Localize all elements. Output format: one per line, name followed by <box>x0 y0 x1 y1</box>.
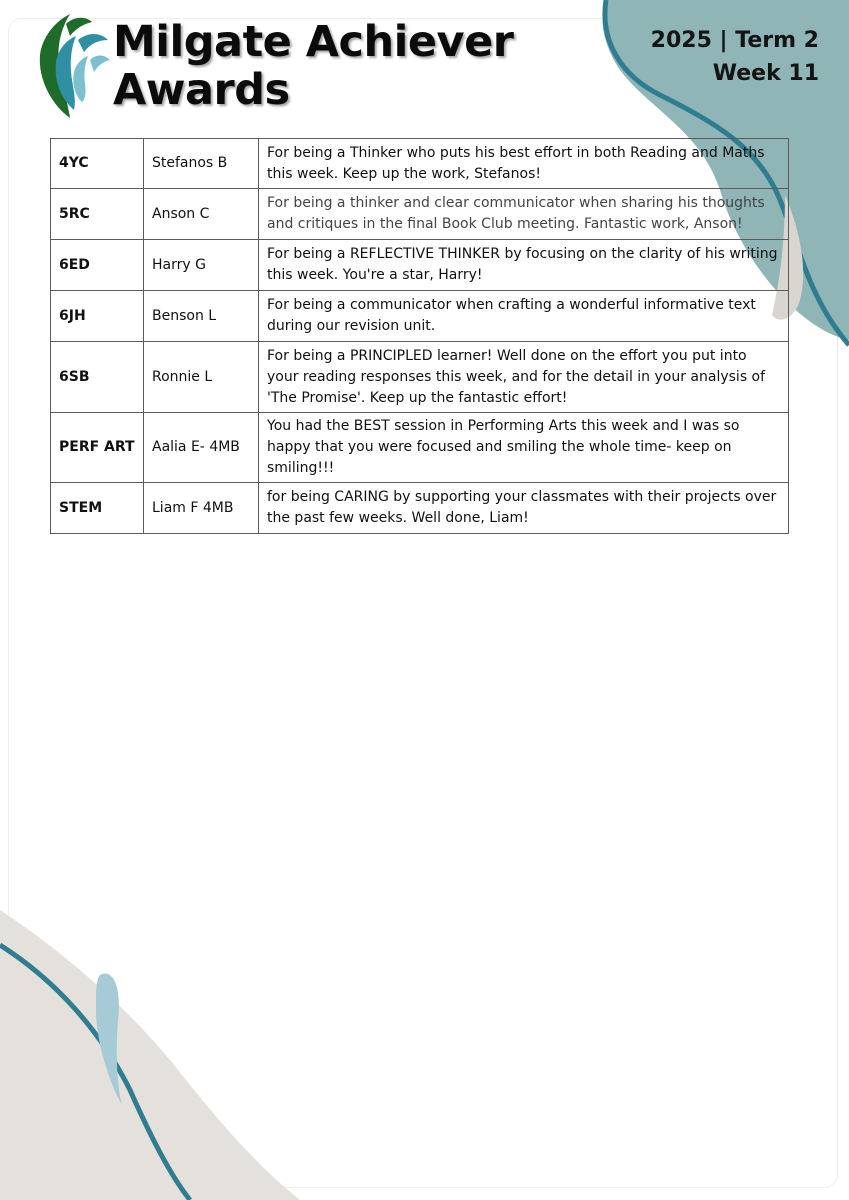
table-row <box>51 189 789 240</box>
title-line-2: Awards <box>113 65 290 115</box>
student-cell: Aalia E- 4MB <box>144 413 259 483</box>
table-row <box>51 139 789 189</box>
table-row <box>51 483 789 534</box>
class-cell: 6JH <box>51 291 144 342</box>
page-title <box>113 18 513 114</box>
table-row <box>51 291 789 342</box>
class-cell: STEM <box>51 483 144 534</box>
title-line-1: Milgate Achiever <box>113 17 514 67</box>
table-row <box>51 342 789 413</box>
comment-cell: For being a PRINCIPLED learner! Well done on the effort you put into your reading responses this week, and for the detail in your analysis of 'The Promise'. Keep up the fantastic effort! <box>259 342 789 413</box>
comment-cell: for being CARING by supporting your classmates with their projects over the past few weeks. Well done, Liam! <box>259 483 789 534</box>
student-cell: Ronnie L <box>144 342 259 413</box>
student-cell: Harry G <box>144 240 259 291</box>
student-cell: Anson C <box>144 189 259 240</box>
comment-cell: For being a Thinker who puts his best effort in both Reading and Maths this week. Keep up the work, Stefanos! <box>259 139 789 189</box>
comment-cell: For being a communicator when crafting a wonderful informative text during our revision unit. <box>259 291 789 342</box>
class-cell: PERF ART <box>51 413 144 483</box>
table-row <box>51 413 789 483</box>
comment-cell: For being a REFLECTIVE THINKER by focusing on the clarity of his writing this week. You're a star, Harry! <box>259 240 789 291</box>
week-label: Week 11 <box>712 61 819 86</box>
term-label: 2025 | Term 2 <box>650 28 819 53</box>
class-cell: 6SB <box>51 342 144 413</box>
term-week-label <box>651 24 819 90</box>
palm-leaf-logo-icon <box>30 10 112 120</box>
class-cell: 5RC <box>51 189 144 240</box>
class-cell: 4YC <box>51 139 144 189</box>
student-cell: Benson L <box>144 291 259 342</box>
awards-table <box>50 138 789 534</box>
class-cell: 6ED <box>51 240 144 291</box>
comment-cell: You had the BEST session in Performing Arts this week and I was so happy that you were focused and smiling the whole time- keep on smiling!!! <box>259 413 789 483</box>
comment-cell: For being a thinker and clear communicator when sharing his thoughts and critiques in the final Book Club meeting. Fantastic work, Anson! <box>259 189 789 240</box>
table-row <box>51 240 789 291</box>
student-cell: Stefanos B <box>144 139 259 189</box>
student-cell: Liam F 4MB <box>144 483 259 534</box>
